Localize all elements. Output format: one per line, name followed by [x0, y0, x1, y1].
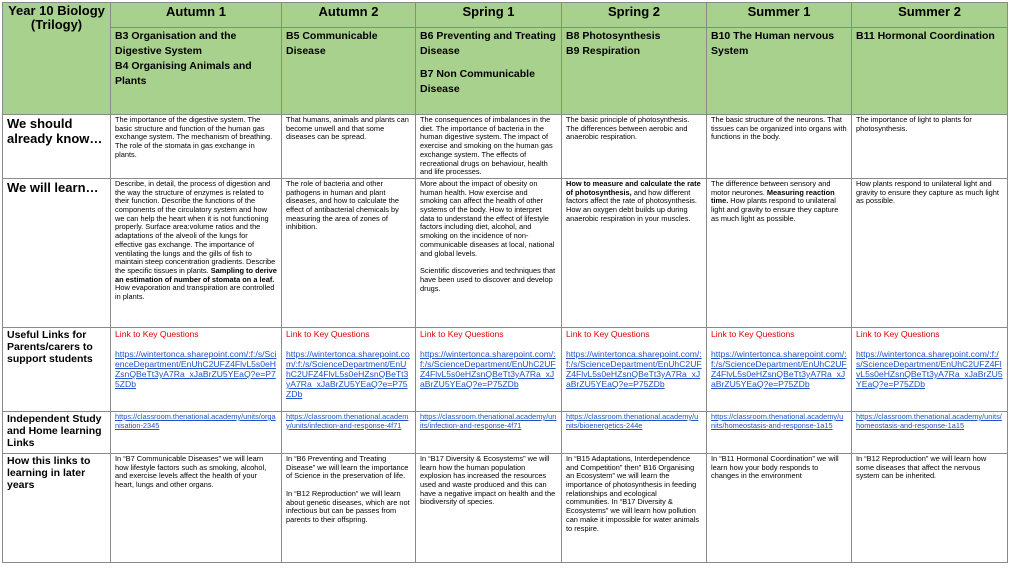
later-text: In “B6 Preventing and Treating Disease” we will learn the importance of Science in the preservation of life.	[286, 453, 409, 481]
header-row	[3, 3, 1008, 28]
row-label-prior-knowledge: We should already know…	[3, 115, 111, 179]
sharepoint-link[interactable]: https://wintertonca.sharepoint.com/:f:/s/ScienceDepartment/EnUhC2UFZ4FlvL5s0eHZsnQBeTt3yA7Ra_xJaBrZU5YEaQ?e=P75ZDb	[420, 348, 556, 389]
later-years-cell: In “B7 Communicable Diseases” we will learn how lifestyle factors such as smoking, alcohol, and exercise levels affect the health of your heart, lungs and other organs.	[111, 453, 282, 562]
topic-title: B10 The Human nervous System	[711, 30, 835, 57]
oak-academy-link[interactable]: https://classroom.thenational.academy/units/infection-and-response-4f71	[286, 411, 409, 430]
topic-row	[3, 28, 1008, 115]
learn-text-bold: Sampling to derive an estimation of number of stomata on a leaf.	[115, 265, 277, 284]
topic-title: B3 Organisation and the Digestive System	[115, 30, 237, 57]
prior-knowledge-cell: The importance of light to plants for photosynthesis.	[852, 115, 1008, 179]
topic-spring-2	[562, 28, 707, 115]
key-questions-link[interactable]: Link to Key Questions	[286, 328, 370, 339]
term-autumn-2: Autumn 2	[282, 3, 416, 28]
key-questions-link[interactable]: Link to Key Questions	[420, 328, 504, 339]
later-years-cell	[282, 453, 416, 562]
later-years-cell: In “B12 Reproduction” we will learn how some diseases that affect the nervous system can be inherited.	[852, 453, 1008, 562]
useful-links-cell	[707, 327, 852, 411]
topic-title: B8 Photosynthesis	[566, 30, 661, 42]
later-years-cell: In “B11 Hormonal Coordination” we will learn how your body responds to changes in the environment	[707, 453, 852, 562]
key-questions-link[interactable]: Link to Key Questions	[856, 328, 940, 339]
oak-academy-link[interactable]: https://classroom.thenational.academy/units/homeostasis-and-response-1a15	[856, 411, 1002, 430]
prior-knowledge-cell: The basic structure of the neurons. That tissues can be organized into organs with functions in the body.	[707, 115, 852, 179]
independent-study-cell	[852, 411, 1008, 453]
topic-autumn-2	[282, 28, 416, 115]
topic-title: B9 Respiration	[566, 45, 641, 57]
will-learn-cell	[707, 178, 852, 327]
curriculum-table	[2, 2, 1008, 563]
term-summer-1: Summer 1	[707, 3, 852, 28]
key-questions-link[interactable]: Link to Key Questions	[566, 328, 650, 339]
sharepoint-link[interactable]: https://wintertonca.sharepoint.com/:f:/s/ScienceDepartment/EnUhC2UFZ4FlvL5s0eHZsnQBeTt3yA7Ra_xJaBrZU5YEaQ?e=P75ZDb	[856, 348, 1003, 389]
row-label-useful-links: Useful Links for Parents/carers to support students	[3, 327, 111, 411]
oak-academy-link[interactable]: https://classroom.thenational.academy/units/homeostasis-and-response-1a15	[711, 411, 844, 430]
year-title: Year 10 Biology (Trilogy)	[3, 3, 111, 115]
sharepoint-link[interactable]: https://wintertonca.sharepoint.com/:f:/s/ScienceDepartment/EnUhC2UFZ4FlvL5s0eHZsnQBeTt3yA7Ra_xJaBrZU5YEaQ?e=P75ZDb	[286, 348, 410, 399]
learn-text: Scientific discoveries and techniques that have been used to discover and develop drugs.	[420, 266, 556, 293]
useful-links-cell	[111, 327, 282, 411]
term-spring-1: Spring 1	[416, 3, 562, 28]
topic-title: B11 Hormonal Coordination	[856, 30, 995, 42]
useful-links-row	[3, 327, 1008, 411]
topic-autumn-1	[111, 28, 282, 115]
oak-academy-link[interactable]: https://classroom.thenational.academy/units/organisation-2345	[115, 411, 276, 430]
topic-title: B4 Organising Animals and Plants	[115, 60, 252, 87]
prior-knowledge-cell: The consequences of imbalances in the diet. The importance of bacteria in the human digestive system. The impact of exercise and smoking on the human gas exchange system. The effects of recreational drugs on behaviour, health and life processes.	[416, 115, 562, 179]
useful-links-cell	[282, 327, 416, 411]
useful-links-cell	[416, 327, 562, 411]
term-summer-2: Summer 2	[852, 3, 1008, 28]
learn-text: and how different factors affect the rate of photosynthesis. How an oxygen debt builds up during anaerobic respiration in your muscles.	[566, 187, 697, 223]
sharepoint-link[interactable]: https://wintertonca.sharepoint.com/:f:/s/ScienceDepartment/EnUhC2UFZ4FlvL5s0eHZsnQBeTt3yA7Ra_xJaBrZU5YEaQ?e=P75ZDb	[711, 348, 847, 389]
learn-text: More about the impact of obesity on human health. How exercise and smoking can affect the health of other systems of the body. How to interpret data to understand the effect of lifestyle factors including diet, alcohol, and smoking on the incidence of non-communicable diseases at local, national and global levels.	[420, 178, 555, 258]
topic-title: B5 Communicable Disease	[286, 30, 378, 57]
later-text: In “B12 Reproduction” we will learn about genetic diseases, which are not infectious but can be passes from parents to their offspring.	[286, 489, 410, 525]
sharepoint-link[interactable]: https://wintertonca.sharepoint.com/:f:/s/ScienceDepartment/EnUhC2UFZ4FlvL5s0eHZsnQBeTt3yA7Ra_xJaBrZU5YEaQ?e=P75ZDb	[115, 348, 277, 389]
key-questions-link[interactable]: Link to Key Questions	[115, 328, 199, 339]
independent-study-cell	[562, 411, 707, 453]
useful-links-cell	[562, 327, 707, 411]
later-years-cell: In “B17 Diversity & Ecosystems” we will learn how the human population explosion has increased the resources used and waste produced and this can have a negative impact on health and the biodiversity of species.	[416, 453, 562, 562]
will-learn-cell	[562, 178, 707, 327]
topic-title: B7 Non Communicable Disease	[420, 68, 535, 95]
prior-knowledge-row	[3, 115, 1008, 179]
term-autumn-1: Autumn 1	[111, 3, 282, 28]
independent-study-cell	[282, 411, 416, 453]
will-learn-cell	[111, 178, 282, 327]
key-questions-link[interactable]: Link to Key Questions	[711, 328, 795, 339]
will-learn-row	[3, 178, 1008, 327]
useful-links-cell	[852, 327, 1008, 411]
oak-academy-link[interactable]: https://classroom.thenational.academy/units/bioenergetics-244e	[566, 411, 699, 430]
row-label-will-learn: We will learn…	[3, 178, 111, 327]
will-learn-cell: How plants respond to unilateral light and gravity to ensure they capture as much light as possible.	[852, 178, 1008, 327]
sharepoint-link[interactable]: https://wintertonca.sharepoint.com/:f:/s/ScienceDepartment/EnUhC2UFZ4FlvL5s0eHZsnQBeTt3yA7Ra_xJaBrZU5YEaQ?e=P75ZDb	[566, 348, 702, 389]
learn-text: The difference between sensory and motor neurones.	[711, 178, 831, 197]
learn-text-bold: Measuring reaction time.	[711, 187, 835, 206]
oak-academy-link[interactable]: https://classroom.thenational.academy/units/infection-and-response-4f71	[420, 411, 557, 430]
learn-text: How evaporation and transpiration are controlled in plants.	[115, 283, 275, 302]
row-label-independent-study: Independent Study and Home learning Links	[3, 411, 111, 453]
topic-spring-1	[416, 28, 562, 115]
learn-text-bold: How to measure and calculate the rate of photosynthesis,	[566, 178, 701, 197]
topic-summer-2	[852, 28, 1008, 115]
learn-text: How plants respond to unilateral light and gravity to ensure they capture as much light as possible.	[711, 196, 839, 223]
independent-study-cell	[111, 411, 282, 453]
topic-title: B6 Preventing and Treating Disease	[420, 30, 556, 57]
independent-study-row	[3, 411, 1008, 453]
learn-text: Describe, in detail, the process of digestion and the way the structure of enzymes is related to their function. Describe the functions of the components of the circulatory system and how we can help the heart when it is not functioning properly. Surface area:volume ratios and the adaptations of the alveoli of the lungs for effective gas exchange. The importance of ventilating the lungs and the gills of fish to maintain steep concentration gradients. Describe the specific tissues in plants.	[115, 178, 276, 275]
prior-knowledge-cell: The importance of the digestive system. The basic structure and function of the human gas exchange system. The mechanism of breathing. The role of the stomata in gas exchange in plants.	[111, 115, 282, 179]
will-learn-cell	[416, 178, 562, 327]
later-years-cell: In “B15 Adaptations, Interdependence and Competition” then” B16 Organising an Ecosystem” we will learn the importance of photosynthesis in feeding relationships and ecological communities. In “B17 Diversity & Ecosystems” we will learn how pollution can make it impossible for water animals to respire.	[562, 453, 707, 562]
row-label-later-years: How this links to learning in later years	[3, 453, 111, 562]
independent-study-cell	[416, 411, 562, 453]
will-learn-cell: The role of bacteria and other pathogens in human and plant diseases, and how to calculate the effect of antibacterial chemicals by measuring the area of zones of inhibition.	[282, 178, 416, 327]
prior-knowledge-cell: That humans, animals and plants can become unwell and that some diseases can be spread.	[282, 115, 416, 179]
independent-study-cell	[707, 411, 852, 453]
prior-knowledge-cell: The basic principle of photosynthesis. The differences between aerobic and anaerobic respiration.	[562, 115, 707, 179]
topic-summer-1	[707, 28, 852, 115]
later-years-row	[3, 453, 1008, 562]
term-spring-2: Spring 2	[562, 3, 707, 28]
